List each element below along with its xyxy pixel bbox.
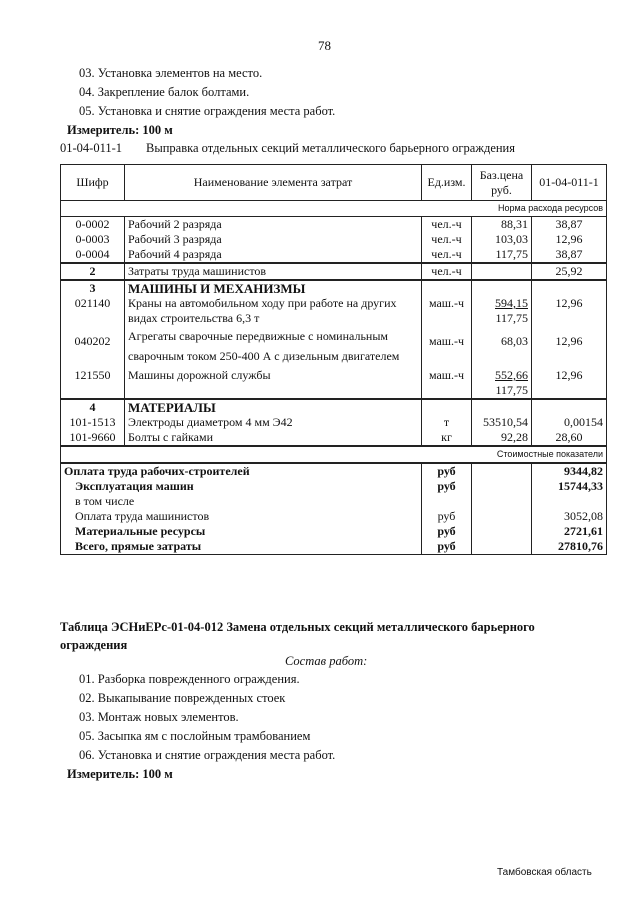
table-row: [61, 232, 607, 247]
section-code: 3: [61, 280, 125, 296]
header-name: Наименование элемента затрат: [125, 165, 422, 201]
total-name: Материальные ресурсы: [61, 524, 422, 539]
total-value: 3052,08: [532, 509, 607, 524]
row-norm: 0,00154: [532, 415, 607, 430]
section-row: [61, 280, 607, 296]
total-value: 15744,33: [532, 479, 607, 494]
table2-title-cont: ограждения: [60, 638, 128, 652]
total-value: 27810,76: [532, 539, 607, 555]
table-row: [61, 217, 607, 233]
measure-unit: Измеритель: 100 м: [67, 123, 173, 137]
section-title: МАТЕРИАЛЫ: [125, 399, 422, 415]
row-price: 594,15: [472, 296, 532, 311]
total-name: Оплата труда рабочих-строителей: [61, 463, 422, 479]
norm-caption: Норма расхода ресурсов: [61, 201, 607, 217]
row-code: 0-0003: [61, 232, 125, 247]
table-row: [61, 430, 607, 446]
row-name: Рабочий 4 разряда: [125, 247, 422, 263]
work-item: 03. Монтаж новых элементов.: [79, 710, 239, 724]
row-name-cont: сварочным током 250-400 А с дизельным двигателем: [125, 349, 422, 364]
row-name: Электроды диаметром 4 мм Э42: [125, 415, 422, 430]
resource-table: [60, 164, 607, 555]
norm-title: Выправка отдельных секций металлического барьерного ограждения: [146, 141, 515, 155]
row-unit: чел.-ч: [422, 247, 472, 263]
total-value: 9344,82: [532, 463, 607, 479]
page-number: 78: [318, 38, 331, 53]
row-norm: 28,60: [532, 430, 607, 446]
work-item: 05. Засыпка ям с послойным трамбованием: [79, 729, 311, 743]
total-row: [61, 539, 607, 555]
row-code: 2: [61, 263, 125, 280]
footer-region: Тамбовская область: [497, 867, 592, 878]
total-row: [61, 524, 607, 539]
header-price: Баз.цена руб.: [472, 165, 532, 201]
row-norm: 12,96: [532, 364, 607, 383]
row-norm: 12,96: [532, 326, 607, 349]
row-name: Машины дорожной службы: [125, 364, 422, 383]
composition-title: Состав работ:: [285, 654, 368, 668]
row-price: 552,66: [472, 364, 532, 383]
row-code: 121550: [61, 364, 125, 383]
row-norm: 38,87: [532, 247, 607, 263]
total-unit: руб: [422, 524, 472, 539]
row-code: 040202: [61, 326, 125, 349]
total-name: Эксплуатация машин: [61, 479, 422, 494]
total-name: Оплата труда машинистов: [61, 509, 422, 524]
table2-title: Таблица ЭСНиЕРс-01-04-012 Замена отдельных секций металлического барьерного: [60, 620, 535, 634]
work-item: 01. Разборка поврежденного ограждения.: [79, 672, 300, 686]
row-name: Затраты труда машинистов: [125, 263, 422, 280]
section-title: МАШИНЫ И МЕХАНИЗМЫ: [125, 280, 422, 296]
total-value: 2721,61: [532, 524, 607, 539]
work-item: 06. Установка и снятие ограждения места работ.: [79, 748, 336, 762]
row-code: 021140: [61, 296, 125, 311]
table-row: [61, 247, 607, 263]
table-row: [61, 415, 607, 430]
work-item: 03. Установка элементов на место.: [79, 66, 263, 80]
total-name: в том числе: [61, 494, 422, 509]
row-price: 92,28: [472, 430, 532, 446]
total-name: Всего, прямые затраты: [61, 539, 422, 555]
total-unit: руб: [422, 479, 472, 494]
row-code: 101-1513: [61, 415, 125, 430]
header-cipher: Шифр: [61, 165, 125, 201]
table-row-cont: [61, 311, 607, 326]
row-code: 101-9660: [61, 430, 125, 446]
total-row: [61, 479, 607, 494]
row-unit: маш.-ч: [422, 364, 472, 383]
row-norm: 12,96: [532, 232, 607, 247]
row-name-cont: видах строительства 6,3 т: [125, 311, 422, 326]
row-norm: 25,92: [532, 263, 607, 280]
header-norm: 01-04-011-1: [532, 165, 607, 201]
row-price-cont: 117,75: [472, 311, 532, 326]
row-price-cont: 117,75: [472, 383, 532, 399]
row-norm: 12,96: [532, 296, 607, 311]
row-price: 103,03: [472, 232, 532, 247]
row-code: 0-0002: [61, 217, 125, 233]
table-row: [61, 296, 607, 311]
total-unit: [422, 494, 472, 509]
row-code: 0-0004: [61, 247, 125, 263]
header-unit: Ед.изм.: [422, 165, 472, 201]
row-unit: чел.-ч: [422, 217, 472, 233]
total-unit: руб: [422, 539, 472, 555]
row-unit: чел.-ч: [422, 263, 472, 280]
row-price: 53510,54: [472, 415, 532, 430]
total-row: [61, 509, 607, 524]
norm-code: 01-04-011-1: [60, 141, 123, 155]
row-unit: маш.-ч: [422, 296, 472, 311]
row-price: 68,03: [472, 326, 532, 349]
row-name: Рабочий 3 разряда: [125, 232, 422, 247]
row-name: Краны на автомобильном ходу при работе на других: [125, 296, 422, 311]
work-item: 05. Установка и снятие ограждения места работ.: [79, 104, 336, 118]
total-row: [61, 494, 607, 509]
row-name: Болты с гайками: [125, 430, 422, 446]
table-row: [61, 364, 607, 383]
row-unit: т: [422, 415, 472, 430]
table-row: [61, 263, 607, 280]
table-row-cont: [61, 383, 607, 399]
row-unit: чел.-ч: [422, 232, 472, 247]
total-row: [61, 463, 607, 479]
table-row: [61, 326, 607, 349]
row-norm: 38,87: [532, 217, 607, 233]
work-item: 04. Закрепление балок болтами.: [79, 85, 250, 99]
row-unit: маш.-ч: [422, 326, 472, 349]
table-row-cont: [61, 349, 607, 364]
total-unit: руб: [422, 463, 472, 479]
section-code: 4: [61, 399, 125, 415]
row-name: Рабочий 2 разряда: [125, 217, 422, 233]
work-item: 02. Выкапывание поврежденных стоек: [79, 691, 286, 705]
row-price: 117,75: [472, 247, 532, 263]
section-row: [61, 399, 607, 415]
cost-caption: Стоимостные показатели: [61, 446, 607, 463]
total-value: [532, 494, 607, 509]
row-unit: кг: [422, 430, 472, 446]
row-price: 88,31: [472, 217, 532, 233]
row-name: Агрегаты сварочные передвижные с номинальным: [125, 326, 422, 349]
total-unit: руб: [422, 509, 472, 524]
row-price: [472, 263, 532, 280]
measure-unit: Измеритель: 100 м: [67, 767, 173, 781]
